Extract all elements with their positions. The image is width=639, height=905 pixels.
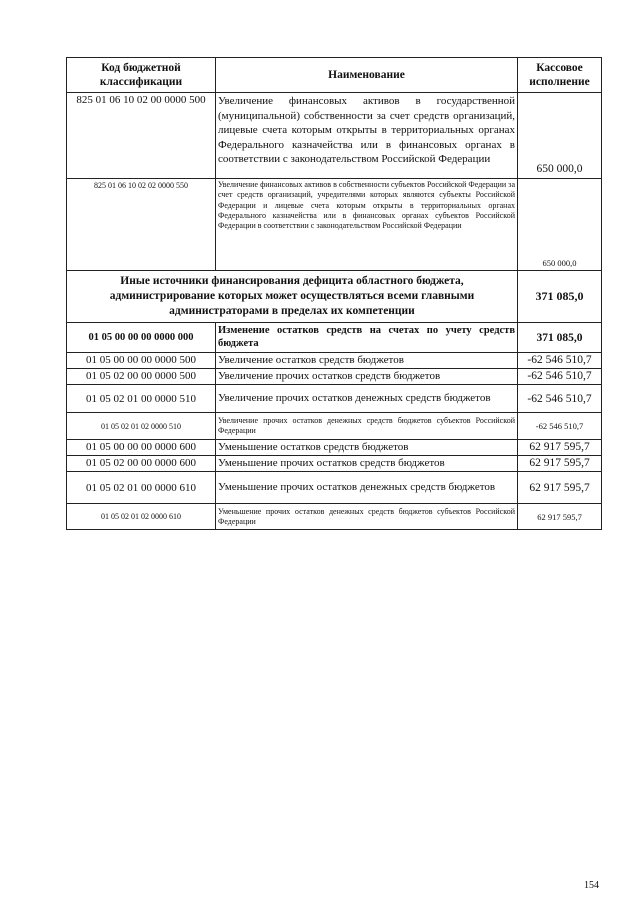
row-name: Увеличение прочих остатков средств бюджетов	[216, 369, 518, 385]
row-name: Увеличение прочих остатков денежных средств бюджетов	[216, 385, 518, 413]
row-name: Уменьшение прочих остатков денежных средств бюджетов субъектов Российской Федерации	[216, 504, 518, 530]
row-amount: -62 546 510,7	[518, 385, 602, 413]
row-amount: 62 917 595,7	[518, 504, 602, 530]
section-amount: 371 085,0	[518, 271, 602, 323]
row-code: 01 05 02 01 00 0000 610	[67, 472, 216, 504]
row-code: 01 05 02 01 02 0000 610	[67, 504, 216, 530]
page-number: 154	[584, 880, 599, 891]
row-code: 825 01 06 10 02 02 0000 550	[67, 179, 216, 271]
row-amount: 62 917 595,7	[518, 456, 602, 472]
header-code: Код бюджетной классификации	[67, 58, 216, 93]
table-row	[67, 353, 602, 369]
table-header-row	[67, 58, 602, 93]
budget-execution-table	[66, 57, 602, 530]
row-code: 01 05 02 00 00 0000 600	[67, 456, 216, 472]
header-name: Наименование	[216, 58, 518, 93]
row-amount: 650 000,0	[518, 93, 602, 179]
table-row	[67, 413, 602, 440]
row-amount: -62 546 510,7	[518, 353, 602, 369]
table-row	[67, 93, 602, 179]
row-amount: -62 546 510,7	[518, 369, 602, 385]
row-name: Увеличение остатков средств бюджетов	[216, 353, 518, 369]
section-row	[67, 271, 602, 323]
table-row	[67, 369, 602, 385]
table-row	[67, 323, 602, 353]
row-name: Уменьшение прочих остатков средств бюджетов	[216, 456, 518, 472]
row-amount: 62 917 595,7	[518, 472, 602, 504]
row-amount: 371 085,0	[518, 323, 602, 353]
row-name: Изменение остатков средств на счетах по учету средств бюджета	[216, 323, 518, 353]
row-name: Увеличение прочих остатков денежных средств бюджетов субъектов Российской Федерации	[216, 413, 518, 440]
row-amount: 62 917 595,7	[518, 440, 602, 456]
row-code: 01 05 02 01 00 0000 510	[67, 385, 216, 413]
table-row	[67, 472, 602, 504]
section-title: Иные источники финансирования дефицита областного бюджета, администрирование которых может осуществляться всеми главными администраторами в пределах их компетенции	[67, 271, 518, 323]
table-row	[67, 179, 602, 271]
row-code: 825 01 06 10 02 00 0000 500	[67, 93, 216, 179]
table-row	[67, 385, 602, 413]
table-row	[67, 504, 602, 530]
header-amount: Кассовое исполнение	[518, 58, 602, 93]
row-amount: 650 000,0	[518, 179, 602, 271]
budget-table-container	[66, 57, 601, 530]
row-code: 01 05 00 00 00 0000 600	[67, 440, 216, 456]
table-row	[67, 440, 602, 456]
row-code: 01 05 02 01 02 0000 510	[67, 413, 216, 440]
row-code: 01 05 00 00 00 0000 500	[67, 353, 216, 369]
row-amount: -62 546 510,7	[518, 413, 602, 440]
row-name: Уменьшение прочих остатков денежных средств бюджетов	[216, 472, 518, 504]
row-name: Уменьшение остатков средств бюджетов	[216, 440, 518, 456]
table-row	[67, 456, 602, 472]
row-code: 01 05 02 00 00 0000 500	[67, 369, 216, 385]
row-name: Увеличение финансовых активов в собственности субъектов Российской Федерации за счет средств организаций, учредителями которых являются субъекты Российской Федерации и лицевые счета которым открыты в территориальных органах Федерального казначейства или в финансовых органах субъектов Российской Федерации в соответствии с законодательством Российской Федерации	[216, 179, 518, 271]
row-code: 01 05 00 00 00 0000 000	[67, 323, 216, 353]
row-name: Увеличение финансовых активов в государственной (муниципальной) собственности за счет средств организаций, лицевые счета которым открыты в территориальных органах Федерального казначейства или в финансовых органах в соответствии с законодательством Российской Федерации	[216, 93, 518, 179]
